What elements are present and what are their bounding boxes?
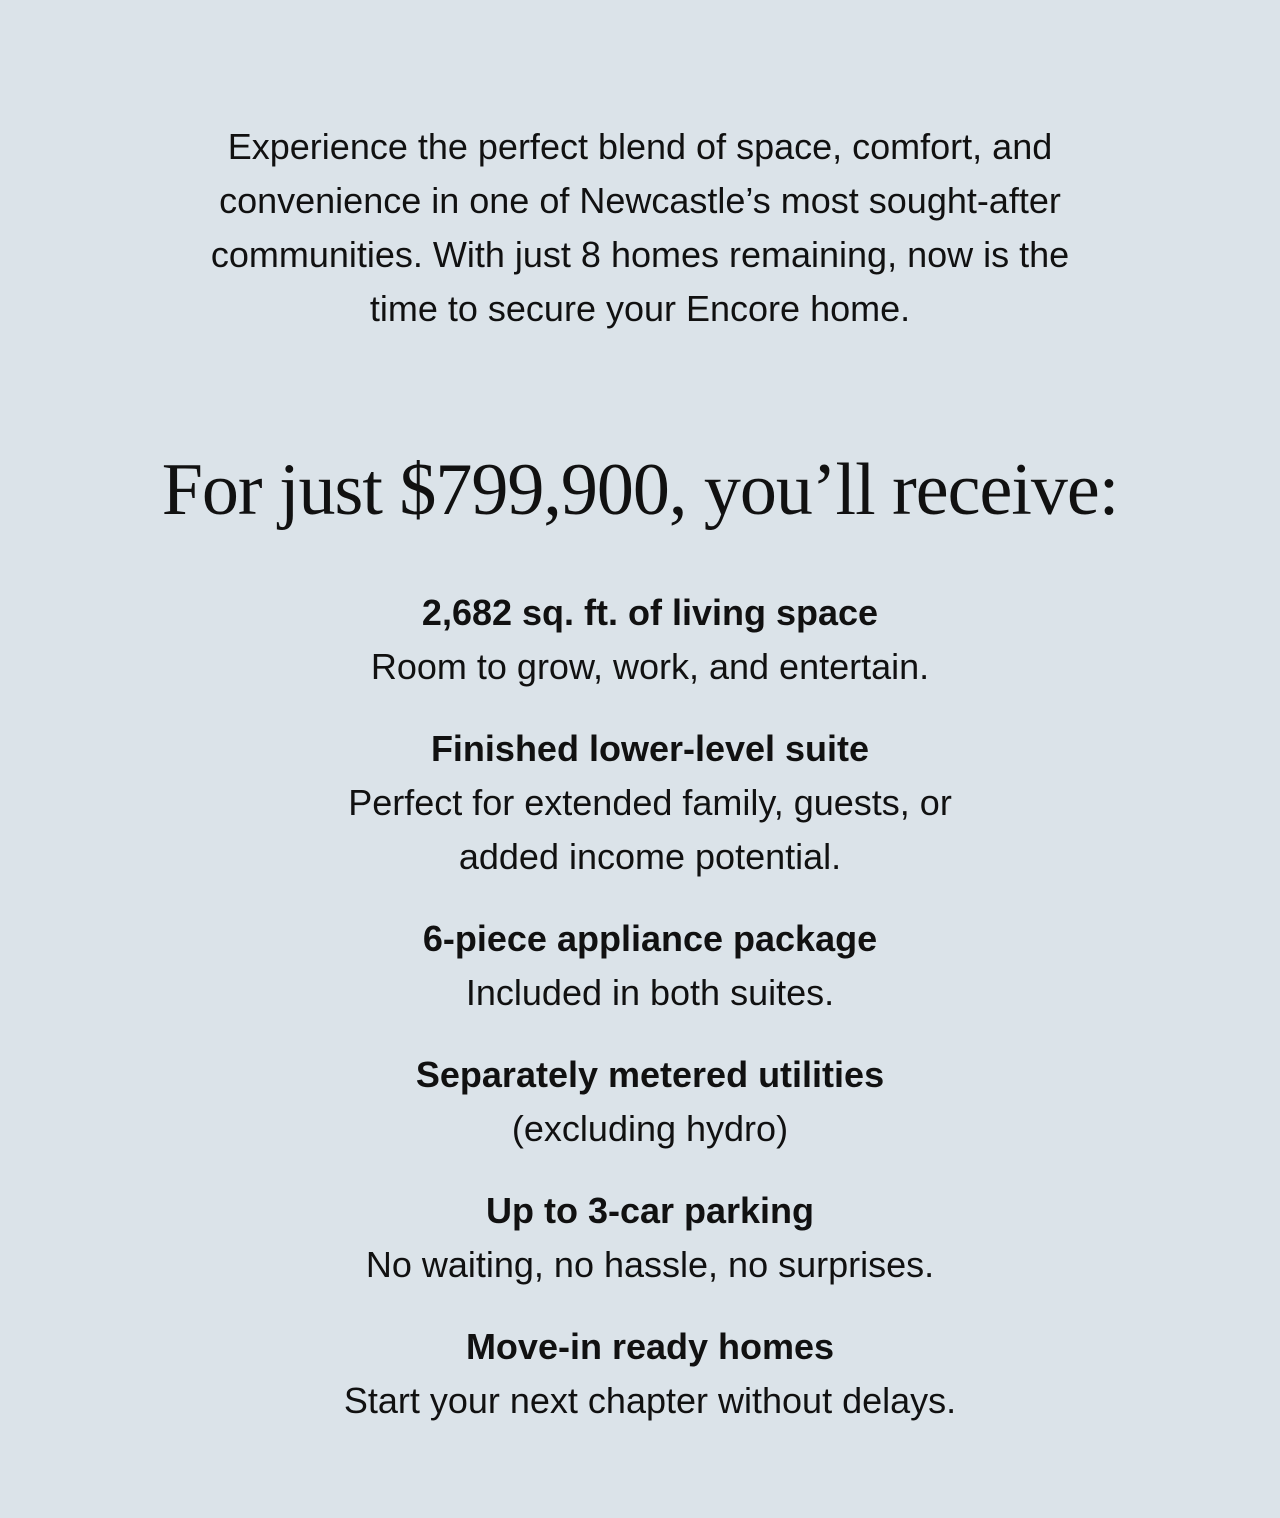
feature-item xyxy=(190,912,1110,1020)
feature-title: Finished lower-level suite xyxy=(430,728,870,769)
feature-description xyxy=(190,776,1110,884)
feature-description-line: Perfect for extended family, guests, or xyxy=(348,782,952,823)
feature-list xyxy=(190,586,1110,1456)
intro-line: convenience in one of Newcastle’s most sought-after xyxy=(219,180,1061,221)
feature-title: Up to 3-car parking xyxy=(485,1190,815,1231)
feature-description-line: Included in both suites. xyxy=(465,972,835,1013)
feature-title: 2,682 sq. ft. of living space xyxy=(421,592,879,633)
feature-description-line: Room to grow, work, and entertain. xyxy=(370,646,930,687)
price-headline: For just $799,900, you’ll receive: xyxy=(161,449,1119,531)
feature-item xyxy=(190,722,1110,884)
feature-item xyxy=(190,1184,1110,1292)
intro-line: communities. With just 8 homes remaining, now is the xyxy=(210,234,1070,275)
feature-item xyxy=(190,1320,1110,1428)
intro-paragraph xyxy=(140,120,1140,336)
feature-title: Separately metered utilities xyxy=(415,1054,885,1095)
feature-item xyxy=(190,586,1110,694)
feature-description xyxy=(190,1102,1110,1156)
intro-line: Experience the perfect blend of space, comfort, and xyxy=(227,126,1053,167)
feature-title: Move-in ready homes xyxy=(465,1326,835,1367)
feature-description-line: No waiting, no hassle, no surprises. xyxy=(365,1244,935,1285)
feature-description xyxy=(190,966,1110,1020)
feature-item xyxy=(190,1048,1110,1156)
feature-description xyxy=(190,1238,1110,1292)
intro-line: time to secure your Encore home. xyxy=(369,288,911,329)
feature-description xyxy=(190,640,1110,694)
feature-description-line: Start your next chapter without delays. xyxy=(343,1380,957,1421)
feature-title: 6-piece appliance package xyxy=(422,918,878,959)
feature-description-line: (excluding hydro) xyxy=(511,1108,789,1149)
feature-description xyxy=(190,1374,1110,1428)
feature-description-line: added income potential. xyxy=(458,836,842,877)
